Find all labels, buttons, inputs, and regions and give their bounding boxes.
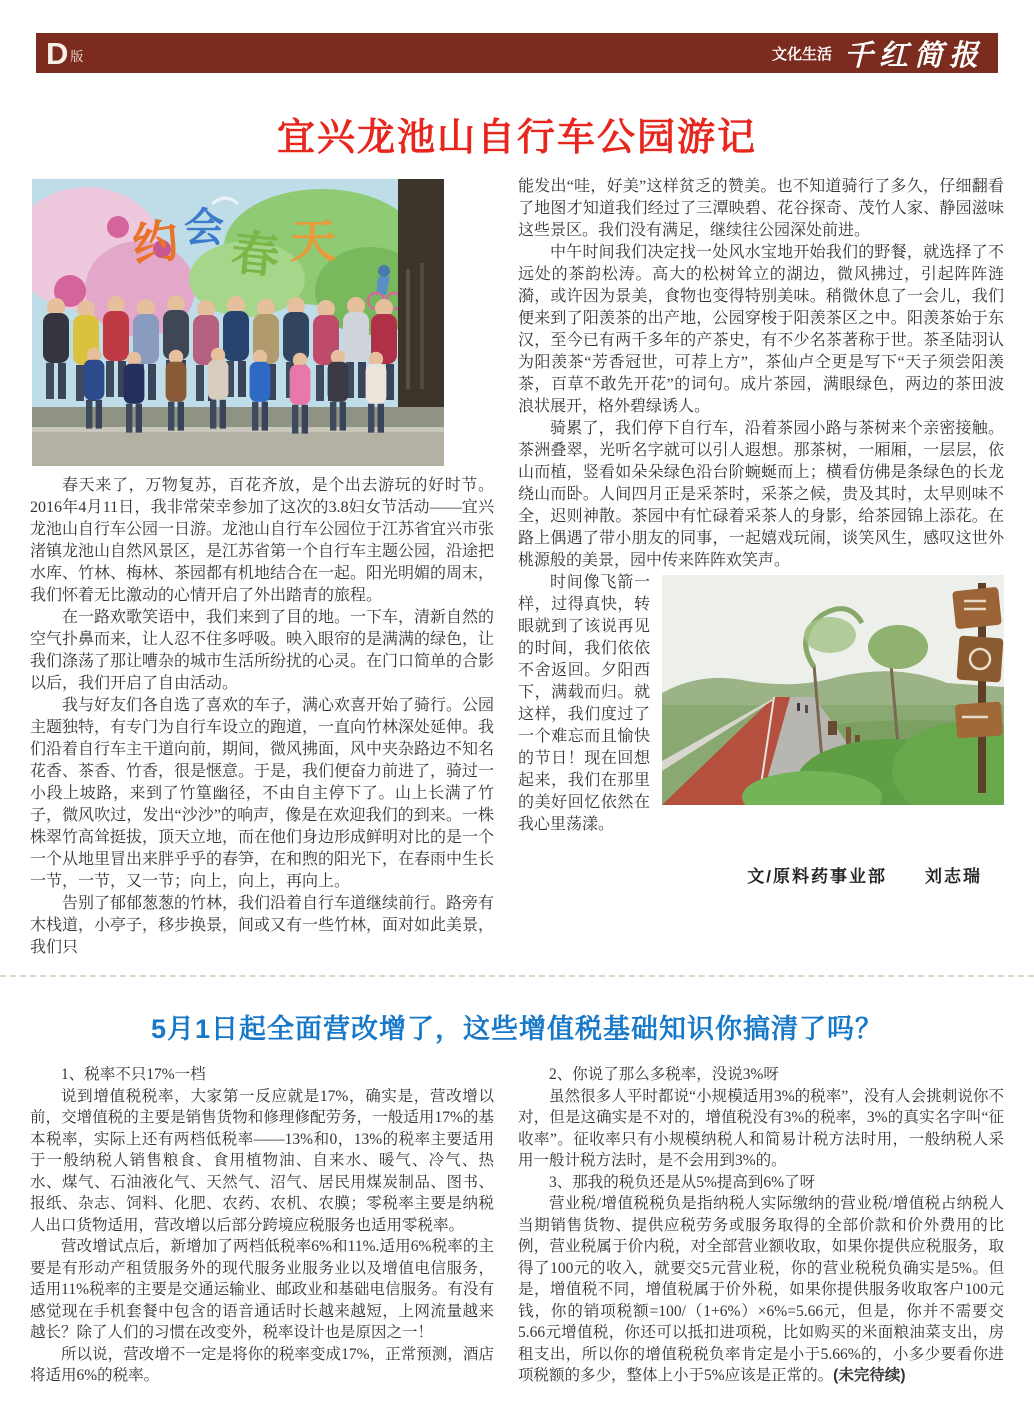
banner-char-3: 春 — [228, 226, 282, 285]
paragraph: 我与好友们各自选了喜欢的车子，满心欢喜开始了骑行。公园主题独特，有专门为自行车设立的跑道，一直向竹林深处延伸。我们沿着自行车主干道向前，期间，微风拂面，风中夹杂路边不知名花香、茶香、竹香，很是惬意。于是，我们便奋力前进了，骑过一小段上坡路，来到了竹篁幽径，不由自主停下了。山上长满了竹子，微风吹过，发出“沙沙”的响声，像是在欢迎我们的到来。一株株翠竹高耸挺拔，顶天立地，而在他们身边形成鲜明对比的是一个一个从地里冒出来胖乎乎的春笋，在和煦的阳光下，在春雨中生长一节，一节，又一节；向上，向上，再向上。 — [30, 697, 495, 890]
byline: 文/原料药事业部 刘志瑞 — [747, 867, 982, 886]
paragraph: 中午时间我们决定找一处风水宝地开始我们的野餐，就选择了不远处的茶韵松涛。高大的松树耸立的湖边，微风拂过，引起阵阵涟漪，或许因为景美，食物也变得特别美味。稍微休息了一会儿，我们便来到了阳羡茶的出产地，公园穿梭于阳羡茶区之中。阳羡茶始于东汉，至今已有两千多年的产茶史，有不少名茶著称于世。茶圣陆羽认为阳羡茶“芳香冠世，可荐上方”，茶仙卢仝更是写下“天子须尝阳羡茶，百草不敢先开花”的词句。成片茶园，满眼绿色，两边的茶田波浪状展开，格外碧绿诱人。 — [518, 244, 1004, 415]
paragraph: 骑累了，我们停下自行车，沿着茶园小路与茶树来个亲密接触。茶洲叠翠，光听名字就可以引人遐想。那茶树，一厢厢，一层层，依山而植，竖看如朵朵绿色沿台阶蜿蜒而上；横看仿佛是条绿色的长龙绕山而卧。人间四月正是采茶时，采茶之候，贵及其时，太早则味不全，迟则神散。茶园中有忙碌着采茶人的身影，给茶园锦上添花。在路上偶遇了带小朋友的同事，一起嬉戏玩闹，谈笑风生，感叹这世外桃源般的美景，园中传来阵阵欢笑声。 — [518, 420, 1004, 569]
park-photo — [662, 575, 1004, 805]
article1-right-column — [518, 176, 1004, 887]
group-photo — [32, 179, 444, 466]
paragraph: 所以说，营改增不一定是将你的税率变成17%，正常预测，酒店将适用6%的税率。 — [30, 1345, 494, 1384]
subhead: 3、那我的税负还是从5%提高到6%了呀 — [549, 1173, 816, 1191]
article2-title: 5月1日起全面营改增了，这些增值税基础知识你搞清了吗？ — [150, 1014, 884, 1044]
group-photo-illustration — [32, 179, 444, 466]
masthead-title: 千红简报 — [843, 37, 984, 72]
banner-char-2: 会 — [184, 206, 224, 250]
masthead-group — [772, 33, 984, 74]
paragraph: 能发出“哇，好美”这样贫乏的赞美。也不知道骑行了多久，仔细翻看了地图才知道我们经过了三潭映碧、花谷探奇、茂竹人家、静园滋味这些景区。我们没有满足，继续往公园深处前进。 — [518, 178, 1004, 239]
article1-left-column — [30, 176, 494, 959]
paragraph — [518, 1193, 1004, 1387]
article2-right-column — [518, 1064, 1004, 1387]
park-photo-illustration — [662, 575, 1004, 805]
subhead: 2、你说了那么多税率，没说3%呀 — [549, 1066, 779, 1083]
paragraph: 说到增值税税率，大家第一反应就是17%，确实是，营改增以前，交增值税的主要是销售货物和修理修配劳务，一般适用17%的基本税率，实际上还有两档低税率——13%和0，13%的税率主要适用于一般纳税人销售粮食、食用植物油、自来水、暖气、冷气、热水、煤气、石油液化气、天然气、沼气、居民用煤炭制品、图书、报纸、杂志、饲料、化肥、农药、农机、农膜；零税率主要是纳税人出口货物适用，营改增以后部分跨境应税服务也适用零税率。 — [30, 1087, 494, 1234]
wooden-signs — [952, 587, 1003, 739]
paragraph: 告别了郁郁葱葱的竹林，我们沿着自行车道继续前行。路旁有木栈道，小亭子，移步换景，间或又有一些竹林，面对如此美景，我们只 — [30, 895, 495, 956]
paragraph-text: 营业税/增值税税负是指纳税人实际缴纳的营业税/增值税占纳税人当期销售货物、提供应税劳务或服务取得的全部价款和价外费用的比例，营业税属于价内税，对全部营业额收取，如果你提供应税服务，取得了100元的收入，就要交5元营业税，你的营业税税负确实是5%。但是，增值税不同，增值税属于价外税，如果你提供服务收取客户100元钱，你的销项税额=100/（1+6%）×6%=5.66元，但是，你并不需要交5.66元增值税，你还可以抵扣进项税，比如购买的米面粮油菜支出，房租支出，所以你的增值税税负率肯定是小于5.66%的，小多少要看你进项税额的多少，整体上小于5%应该是正常的。 — [518, 1195, 1004, 1384]
edition-badge — [46, 35, 84, 71]
paragraph: 在一路欢歌笑语中，我们来到了目的地。一下车，清新自然的空气扑鼻而来，让人忍不住多呼吸。映入眼帘的是满满的绿色，让我们涤荡了那让嘈杂的城市生活所纷扰的心灵。在门口简单的合影以后，我们开启了自由活动。 — [30, 609, 495, 692]
edition-letter: D — [46, 35, 69, 71]
section-label: 文化生活 — [771, 45, 832, 63]
paragraph: 春天来了，万物复苏，百花齐放，是个出去游玩的好时节。2016年4月11日，我非常荣幸参加了这次的3.8妇女节活动——宜兴龙池山自行车公园一日游。龙池山自行车公园位于江苏省宜兴市张渚镇龙池山自然风景区，是江苏省第一个自行车主题公园，沿途把水库、竹林、梅林、茶园都有机地结合在一起。阳光明媚的周末，我们怀着无比激动的心情开启了外出踏青的旅程。 — [30, 477, 495, 604]
article2-body — [0, 1064, 1034, 1387]
article1-title: 宜兴龙池山自行车公园游记 — [276, 117, 757, 159]
to-be-continued-note: (未完待续) — [833, 1367, 906, 1384]
paragraph: 营改增试点后，新增加了两档低税率6%和11%.适用6%税率的主要是有形动产租赁服务外的现代服务业服务业以及增值电信服务，适用11%税率的主要是交通运输业、邮政业和基础电信服务。有没有感觉现在手机套餐中包含的语音通话时长越来越短，上网流量越来越长？除了人们的习惯在改变外，税率设计也是原因之一！ — [30, 1238, 494, 1341]
section-divider — [0, 975, 1034, 977]
edition-label: 版 — [70, 48, 84, 64]
paragraph: 时间像飞箭一样，过得真快，转眼就到了该说再见的时间，我们依依不舍返回。夕阳西下，满载而归。就这样，我们度过了一个难忘而且愉快的节日！现在回想起来，我们在那里的美好回忆依然在我心里荡漾。 — [518, 574, 650, 833]
paragraph: 虽然很多人平时都说“小规模适用3%的税率”，没有人会挑刺说你不对，但是这确实是不对的，增值税没有3%的税率，3%的真实名字叫“征收率”。征收率只有小规模纳税人和简易计税方法时用，一般纳税人采用一般计税方法时，是不会用到3%的。 — [518, 1087, 1004, 1169]
banner-char-1: 约 — [129, 213, 182, 272]
article1-body — [0, 176, 1034, 959]
article2-left-column — [30, 1064, 494, 1387]
header-bar — [36, 33, 998, 73]
subhead: 1、税率不只17%一档 — [61, 1066, 206, 1083]
banner-char-4: 天 — [290, 215, 336, 267]
